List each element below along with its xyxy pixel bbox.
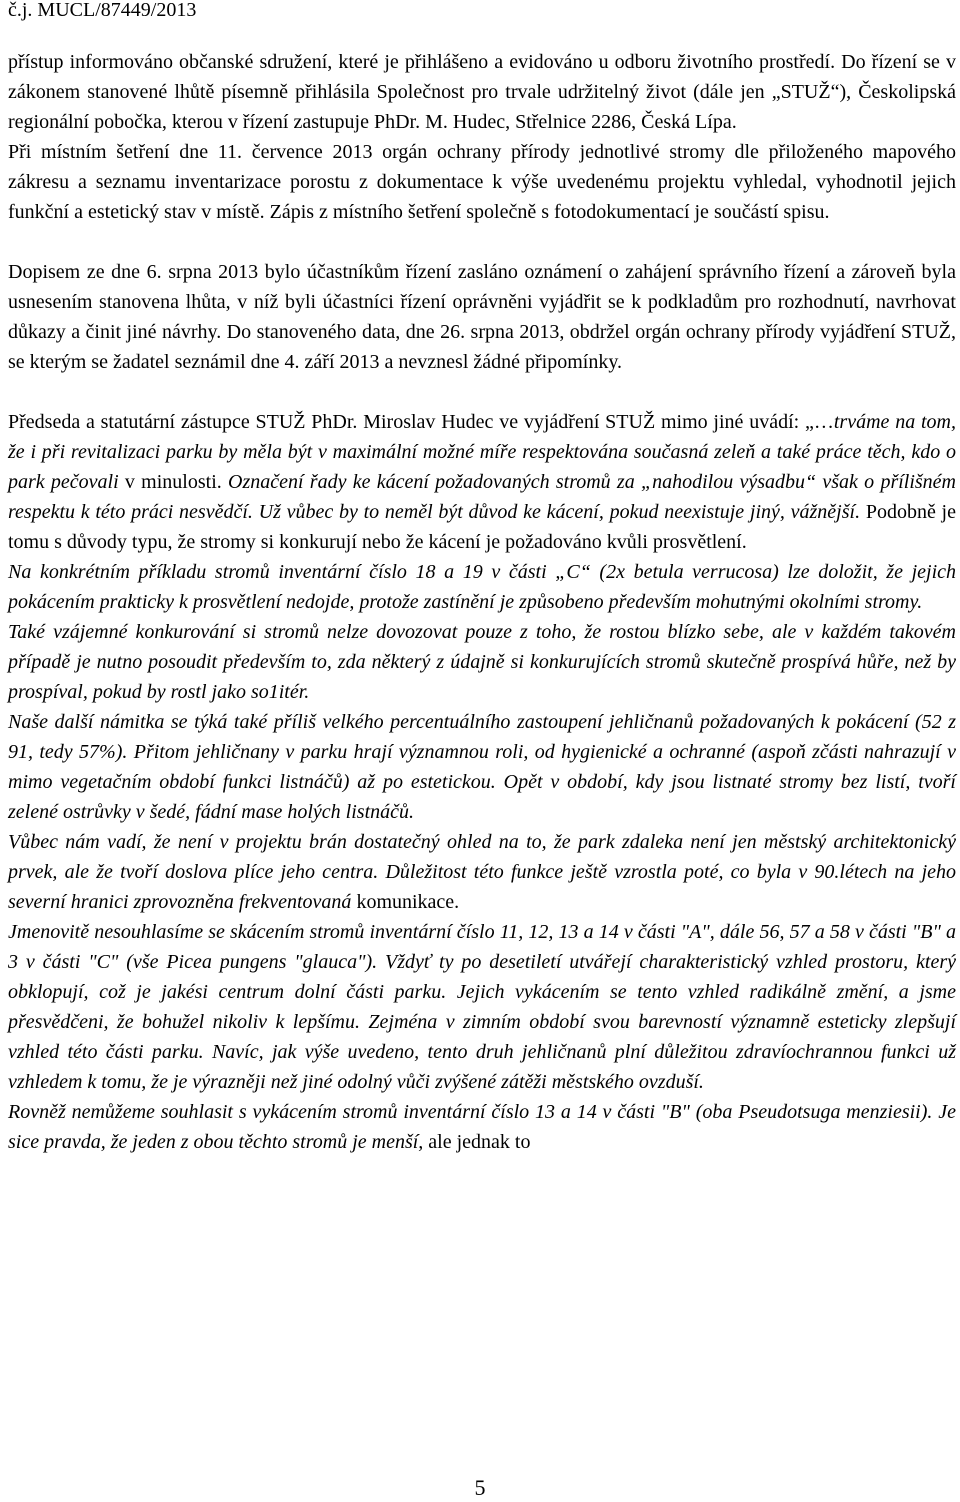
body-paragraph [8, 617, 956, 707]
quoted-text: Rovněž nemůžeme souhlasit s vykácením stromů inventární číslo 13 a 14 v části "B" (oba Pseudotsuga menziesii). Je sice pravda, že jeden z obou těchto stromů je menší, [8, 1101, 956, 1153]
paragraph-text: komunikace. [351, 891, 460, 913]
body-paragraph [8, 137, 956, 227]
document-reference-number: č.j. MUCL/87449/2013 [8, 0, 197, 21]
body-paragraph [8, 1097, 956, 1157]
paragraph-text: ale jednak to [423, 1131, 531, 1153]
quoted-text: Označení řady ke kácení požadovaných stromů za „nahodilou výsadbu“ však o přílišném respektu k této práci nesvědčí. Už vůbec by to neměl být důvod ke kácení, pokud neexistuje jiný, vážnější. [8, 471, 956, 523]
paragraph-text: přístup informováno občanské sdružení, které je přihlášeno a evidováno u odboru životního prostředí. Do řízení se v zákonem stanovené lhůtě písemně přihlásila Společnost pro trvale udržitelný život (dále jen „STUŽ“), Českolipská regionální pobočka, kterou v řízení zastupuje PhDr. M. Hudec, Střelnice 2286, Česká Lípa. [8, 51, 956, 133]
quoted-text: trváme na tom, že i při revitalizaci parku by měla být v maximální možné míře respektována současná zeleň a také práce těch, kdo o park pečovali [8, 411, 956, 493]
body-paragraph [8, 407, 956, 557]
body-paragraph [8, 557, 956, 617]
paragraph-text: Předseda a statutární zástupce STUŽ PhDr. Miroslav Hudec ve vyjádření STUŽ mimo jiné uvádí: „… [8, 411, 834, 433]
body-paragraph [8, 827, 956, 917]
body-paragraph [8, 257, 956, 377]
body-paragraph [8, 47, 956, 137]
body-paragraph [8, 917, 956, 1097]
quoted-text: Jmenovitě nesouhlasíme se skácením stromů inventární číslo 11, 12, 13 a 14 v části "A", dále 56, 57 a 58 v části "B" a 3 v části "C" (vše Picea pungens "glauca"). Vždyť ty po desetiletí utvářejí charakteristický vzhled prostoru, který obklopují, což je jakési centrum dolní části parku. Jejich vykácením se tento vzhled radikálně změní, a jsme přesvědčeni, že bohužel nikoliv k lepšímu. Zejména v zimním období svou barevností významně esteticky zlepšují vzhled této části parku. Navíc, jak výše uvedeno, tento druh jehličnanů plní důležitou zdravíochrannou funkci už vzhledem k tomu, že je výrazněji než jiné odolný vůči zvýšené zátěži městského ovzduší. [8, 921, 956, 1093]
paragraph-text: Při místním šetření dne 11. července 2013 orgán ochrany přírody jednotlivé stromy dle přiloženého mapového zákresu a seznamu inventarizace porostu z dokumentace k výše uvedenému projektu vyhledal, vyhodnotil jejich funkční a estetický stav v místě. Zápis z místního šetření společně s fotodokumentací je součástí spisu. [8, 141, 956, 223]
quoted-text: Na konkrétním příkladu stromů inventární číslo 18 a 19 v části „C“ (2x betula verrucosa) lze doložit, že jejich pokácením prakticky k prosvětlení nedojde, protože zastínění je způsobeno především mohutnými okolními stromy. [8, 561, 956, 613]
page-number: 5 [474, 1475, 486, 1500]
quoted-text: Také vzájemné konkurování si stromů nelze dovozovat pouze z toho, že rostou blízko sebe, ale v každém takovém případě je nutno posoudit především to, zda některý z údajně si konkurujících stromů skutečně prospívá hůře, než by prospíval, pokud by rostl jako so1itér. [8, 621, 956, 703]
quoted-text: Naše další námitka se týká také příliš velkého percentuálního zastoupení jehličnanů požadovaných k pokácení (52 z 91, tedy 57%). Přitom jehličnany v parku hrají významnou roli, od hygienické a ochranné (aspoň zčásti nahrazují v mimo vegetačním období funkci listnáčů) až po estetickou. Opět v období, kdy jsou listnaté stromy bez listí, tvoří zelené ostrůvky v šedé, fádní mase holých listnáčů. [8, 711, 956, 823]
quoted-text: Vůbec nám vadí, že není v projektu brán dostatečný ohled na to, že park zdaleka není jen městský architektonický prvek, ale že tvoří doslova plíce jeho centra. Důležitost této funkce ještě vzrostla poté, co byla v 90.létech na jeho severní hranici zprovozněna frekventovaná [8, 831, 956, 913]
paragraph-text: Podobně je tomu s důvody typu, že stromy si konkurují nebo že kácení je požadováno kvůli prosvětlení. [8, 501, 956, 553]
paragraph-text: v minulosti. [118, 471, 229, 493]
document-body [8, 47, 956, 1157]
paragraph-text: Dopisem ze dne 6. srpna 2013 bylo účastníkům řízení zasláno oznámení o zahájení správního řízení a zároveň byla usnesením stanovena lhůta, v níž byli účastníci řízení oprávněni vyjádřit se k podkladům pro rozhodnutí, navrhovat důkazy a činit jiné návrhy. Do stanoveného data, dne 26. srpna 2013, obdržel orgán ochrany přírody vyjádření STUŽ, se kterým se žadatel seznámil dne 4. září 2013 a nevznesl žádné připomínky. [8, 261, 956, 373]
body-paragraph [8, 707, 956, 827]
